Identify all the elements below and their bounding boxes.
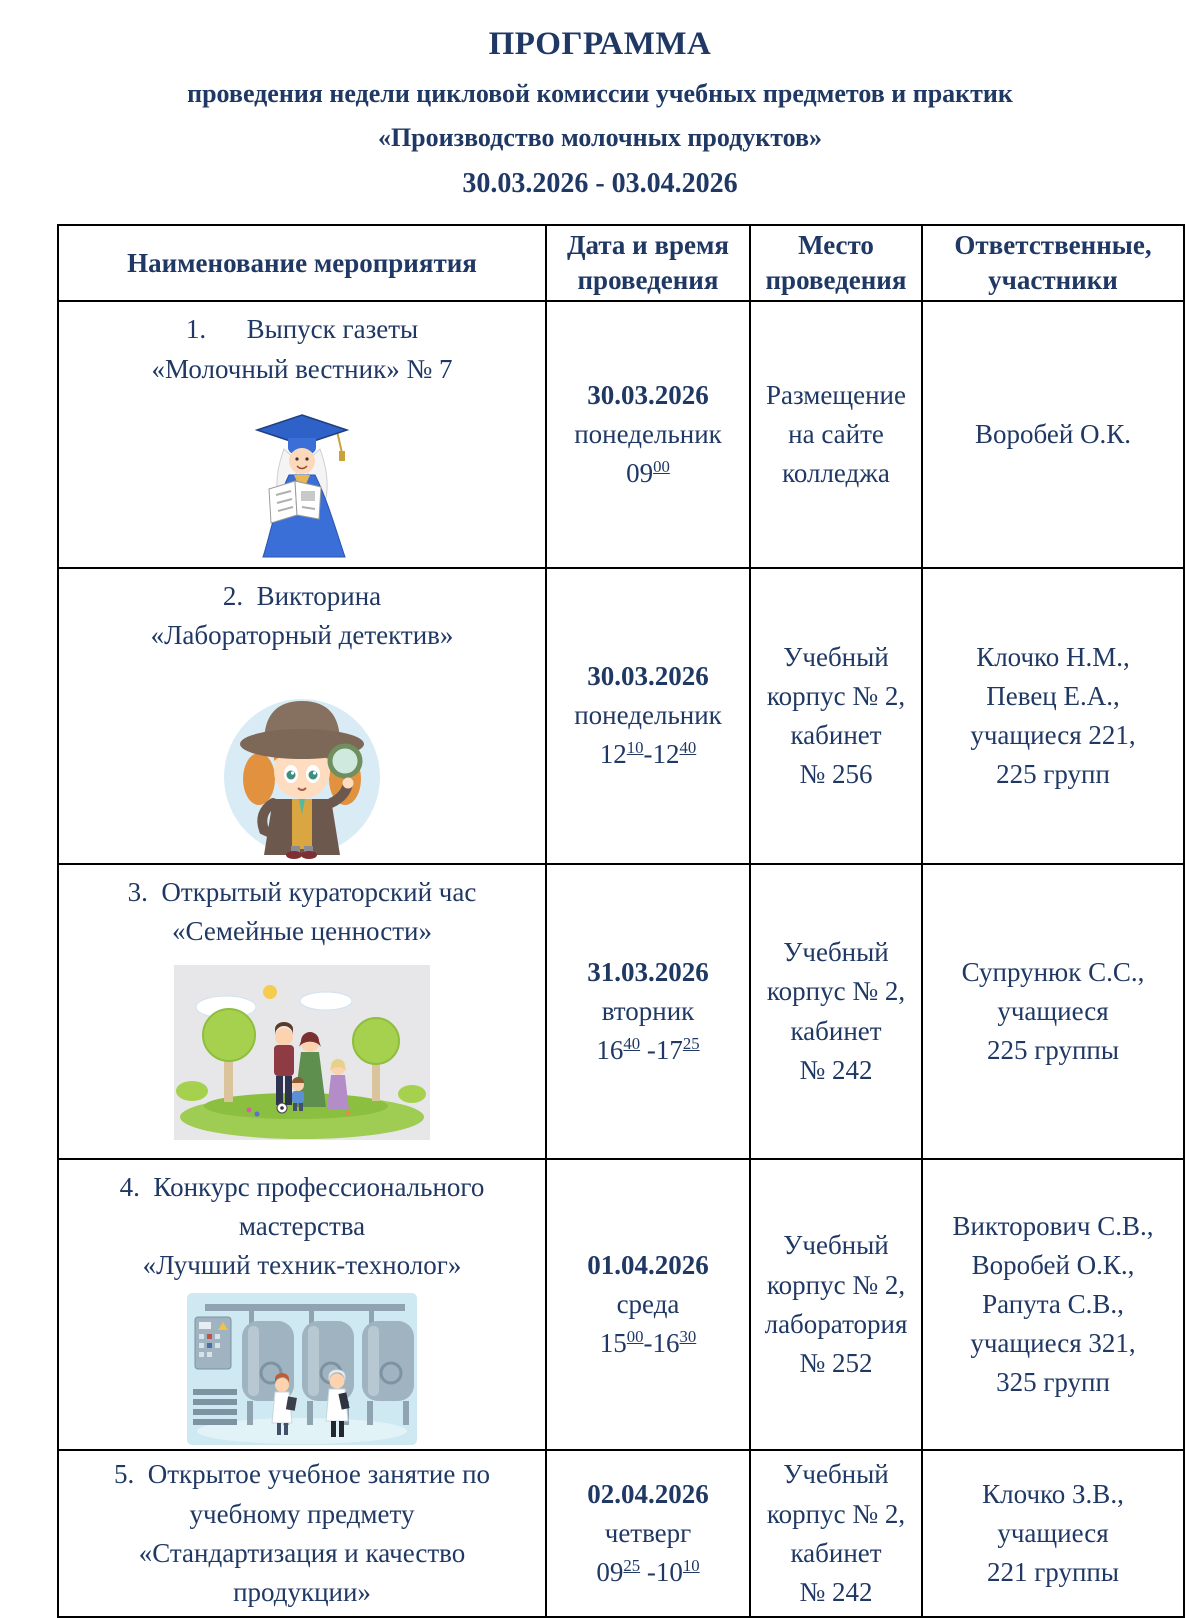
event-name-cell [58,864,546,1159]
family-in-park-illustration [67,965,537,1140]
time-end: 12 [652,739,680,770]
responsible-line: учащиеся 221, [970,719,1136,750]
header-line: Место [798,230,874,261]
event-title-line: 4. Конкурс профессионального [119,1172,485,1203]
place-line: корпус № 2, [766,1498,906,1529]
event-name-cell [58,1159,546,1450]
table-row-event-2 [58,568,1184,864]
event-title-line: учебному предмету [189,1498,415,1529]
header-line: участники [988,265,1118,296]
time-start: 09 [596,1557,624,1588]
event-date-cell [546,1450,750,1617]
event-time [555,735,741,774]
place-line: Учебный [783,1230,889,1261]
time-end-minutes: 40 [679,738,697,758]
graduate-girl-reading-newspaper-illustration [67,403,537,563]
event-place-cell [750,864,922,1159]
responsible-line: учащиеся 321, [970,1328,1136,1359]
event-weekday: среда [616,1289,680,1320]
event-time [555,454,741,493]
header-line: Ответственные, [954,230,1152,261]
responsible-line: 325 групп [996,1367,1110,1398]
event-title-line: «Молочный вестник» № 7 [151,353,453,384]
event-time [555,1031,741,1070]
time-end-minutes: 30 [679,1327,697,1347]
event-weekday: понедельник [574,700,722,731]
column-header-responsible [922,225,1184,301]
header-line: Наименование мероприятия [127,247,477,278]
event-date: 31.03.2026 [587,956,709,987]
column-header-date-time [546,225,750,301]
place-line: корпус № 2, [766,976,906,1007]
event-place-cell [750,1450,922,1617]
detective-girl-with-magnifying-glass-illustration [67,669,537,859]
responsible-line: Викторович С.В., [952,1210,1154,1241]
place-line: корпус № 2, [766,1269,906,1300]
event-date-cell [546,864,750,1159]
time-separator: - [640,1557,656,1588]
time-end-minutes: 25 [682,1034,700,1054]
table-header-row [58,225,1184,301]
table-row-event-3 [58,864,1184,1159]
place-line: кабинет [790,719,882,750]
document-subtitle: проведения недели цикловой комиссии учебных предметов и практик [187,79,1013,109]
responsible-line: учащиеся [997,995,1109,1026]
responsible-line: 225 групп [996,759,1110,790]
time-end: 10 [655,1557,683,1588]
time-start-minutes: 10 [626,738,644,758]
time-end-minutes: 10 [682,1556,700,1576]
place-line: корпус № 2, [766,680,906,711]
place-line: № 242 [799,1576,873,1607]
responsible-line: 221 группы [986,1557,1119,1588]
event-date: 30.03.2026 [587,379,709,410]
event-responsible-cell [922,568,1184,864]
time-separator: - [643,1328,653,1359]
place-line: Размещение [765,379,906,410]
responsible-line: 225 группы [986,1035,1119,1066]
event-date-cell [546,301,750,567]
place-line: лаборатория [764,1308,908,1339]
column-header-event-name [58,225,546,301]
place-line: Учебный [783,641,889,672]
time-start-minutes: 25 [623,1556,641,1576]
event-name-cell [58,568,546,864]
event-place-cell [750,1159,922,1450]
event-title-line: мастерства [238,1211,366,1242]
program-table [57,224,1185,1618]
event-title-line: «Стандартизация и качество [138,1537,466,1568]
time-end: 16 [652,1328,680,1359]
responsible-line: Певец Е.А., [986,680,1120,711]
time-end: 17 [655,1035,683,1066]
event-responsible-cell [922,1159,1184,1450]
event-time [555,1553,741,1592]
responsible-line: Воробей О.К. [974,419,1132,450]
event-date: 30.03.2026 [587,661,709,692]
document-header [0,26,1200,200]
header-line: Дата и время [566,230,730,261]
dairy-factory-with-workers-illustration [67,1293,537,1445]
time-start: 16 [596,1035,624,1066]
responsible-line: Клочко Н.М., [976,641,1130,672]
time-start: 09 [626,458,654,489]
event-title-line: «Лучший техник-технолог» [142,1250,462,1281]
responsible-line: Клочко З.В., [982,1479,1124,1509]
column-header-place [750,225,922,301]
event-name-cell [58,301,546,567]
time-start: 15 [599,1328,627,1359]
place-line: колледжа [782,458,890,489]
event-weekday: понедельник [574,419,722,450]
event-title-line: 5. Открытое учебное занятие по [113,1459,491,1490]
header-line: проведения [765,265,907,296]
event-weekday: вторник [601,995,695,1026]
event-title-line: «Семейные ценности» [172,916,432,947]
place-line: Учебный [783,937,889,968]
place-line: № 256 [799,759,873,790]
header-line: проведения [577,265,719,296]
table-row-event-5 [58,1450,1184,1617]
event-place-cell [750,301,922,567]
place-line: кабинет [790,1537,882,1568]
responsible-line: учащиеся [997,1518,1109,1549]
event-responsible-cell [922,1450,1184,1617]
event-title-line: продукции» [233,1576,371,1607]
document-title: ПРОГРАММА [488,26,712,62]
responsible-line: Рапута С.В., [982,1289,1124,1320]
responsible-line: Супрунюк С.С., [961,956,1145,987]
time-start-minutes: 00 [653,457,670,477]
table-row-event-4 [58,1159,1184,1450]
event-name-cell [58,1450,546,1617]
place-line: № 252 [799,1347,873,1378]
time-separator: - [643,739,653,770]
responsible-line: Воробей О.К., [971,1250,1135,1281]
time-start-minutes: 40 [623,1034,641,1054]
place-line: кабинет [790,1015,882,1046]
event-date: 01.04.2026 [587,1250,709,1281]
event-date: 02.04.2026 [587,1479,709,1509]
event-responsible-cell [922,864,1184,1159]
event-date-cell [546,1159,750,1450]
time-start: 12 [599,739,627,770]
event-title-line: 3. Открытый кураторский час [127,877,477,908]
event-place-cell [750,568,922,864]
place-line: Учебный [783,1459,889,1490]
document-product-line: «Производство молочных продуктов» [377,123,823,153]
event-title-line: «Лабораторный детектив» [150,619,454,650]
place-line: на сайте [788,419,884,450]
event-date-cell [546,568,750,864]
event-weekday: четверг [604,1518,692,1549]
time-separator: - [640,1035,656,1066]
event-time [555,1324,741,1363]
event-title-line: 1. Выпуск газеты [185,314,419,345]
event-title-line: 2. Викторина [222,580,382,611]
time-start-minutes: 00 [626,1327,644,1347]
event-responsible-cell [922,301,1184,567]
place-line: № 242 [799,1054,873,1085]
table-row-event-1 [58,301,1184,567]
document-date-range: 30.03.2026 - 03.04.2026 [462,167,738,199]
